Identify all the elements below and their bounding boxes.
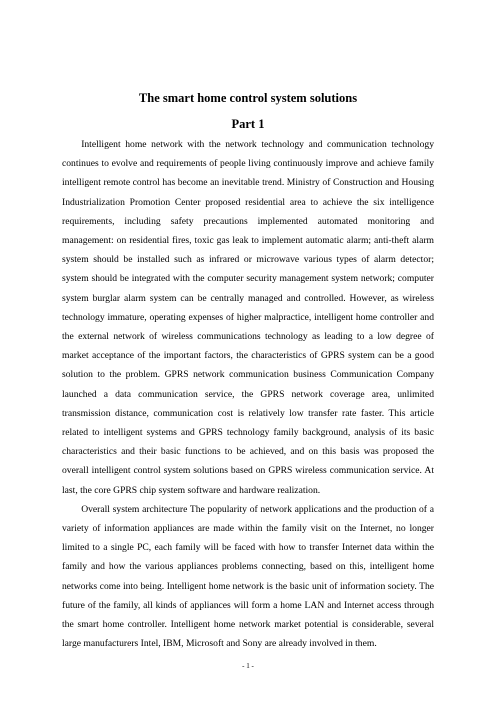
document-body	[62, 89, 434, 653]
document-title: The smart home control system solutions	[138, 91, 358, 105]
paragraph-2: Overall system architecture The popularity of network applications and the production of a variety of information appliances are made within the family visit on the Internet, no longer limited to a single PC, each family will be faced with how to transfer Internet data within the family and how the various appliances problems connecting, based on this, intelligent home networks come into being. Intelligent home network is the basic unit of information society. The future of the family, all kinds of appliances will form a home LAN and Internet access through the smart home controller. Intelligent home network market potential is considerable, several large manufacturers Intel, IBM, Microsoft and Sony are already involved in them.	[62, 503, 434, 650]
paragraph-1: Intelligent home network with the network technology and communication technology continues to evolve and requirements of people living continuously improve and achieve family intelligent remote control has become an inevitable trend. Ministry of Construction and Housing Industrialization Promotion Center proposed residential area to achieve the six intelligence requirements, including safety precautions implemented automated monitoring and management: on residential fires, toxic gas leak to implement automatic alarm; anti-theft alarm system should be installed such as infrared or microwave various types of alarm detector; system should be integrated with the computer security management system network; computer system burglar alarm system can be centrally managed and controlled. However, as wireless technology immature, operating expenses of higher malpractice, intelligent home controller and the external network of wireless communications technology as leading to a low degree of market acceptance of the important factors, the characteristics of GPRS system can be a good solution to the problem. GPRS network communication business Communication Company launched a data communication service, the GPRS network coverage area, unlimited transmission distance, communication cost is relatively low transfer rate faster. This article related to intelligent systems and GPRS technology family background, analysis of its basic characteristics and their basic functions to be achieved, and on this basis was proposed the overall intelligent control system solutions based on GPRS wireless communication service. At last, the core GPRS chip system software and hardware realization.	[62, 139, 434, 496]
page-number: - 1 -	[242, 662, 254, 670]
section-heading: Part 1	[231, 117, 265, 131]
